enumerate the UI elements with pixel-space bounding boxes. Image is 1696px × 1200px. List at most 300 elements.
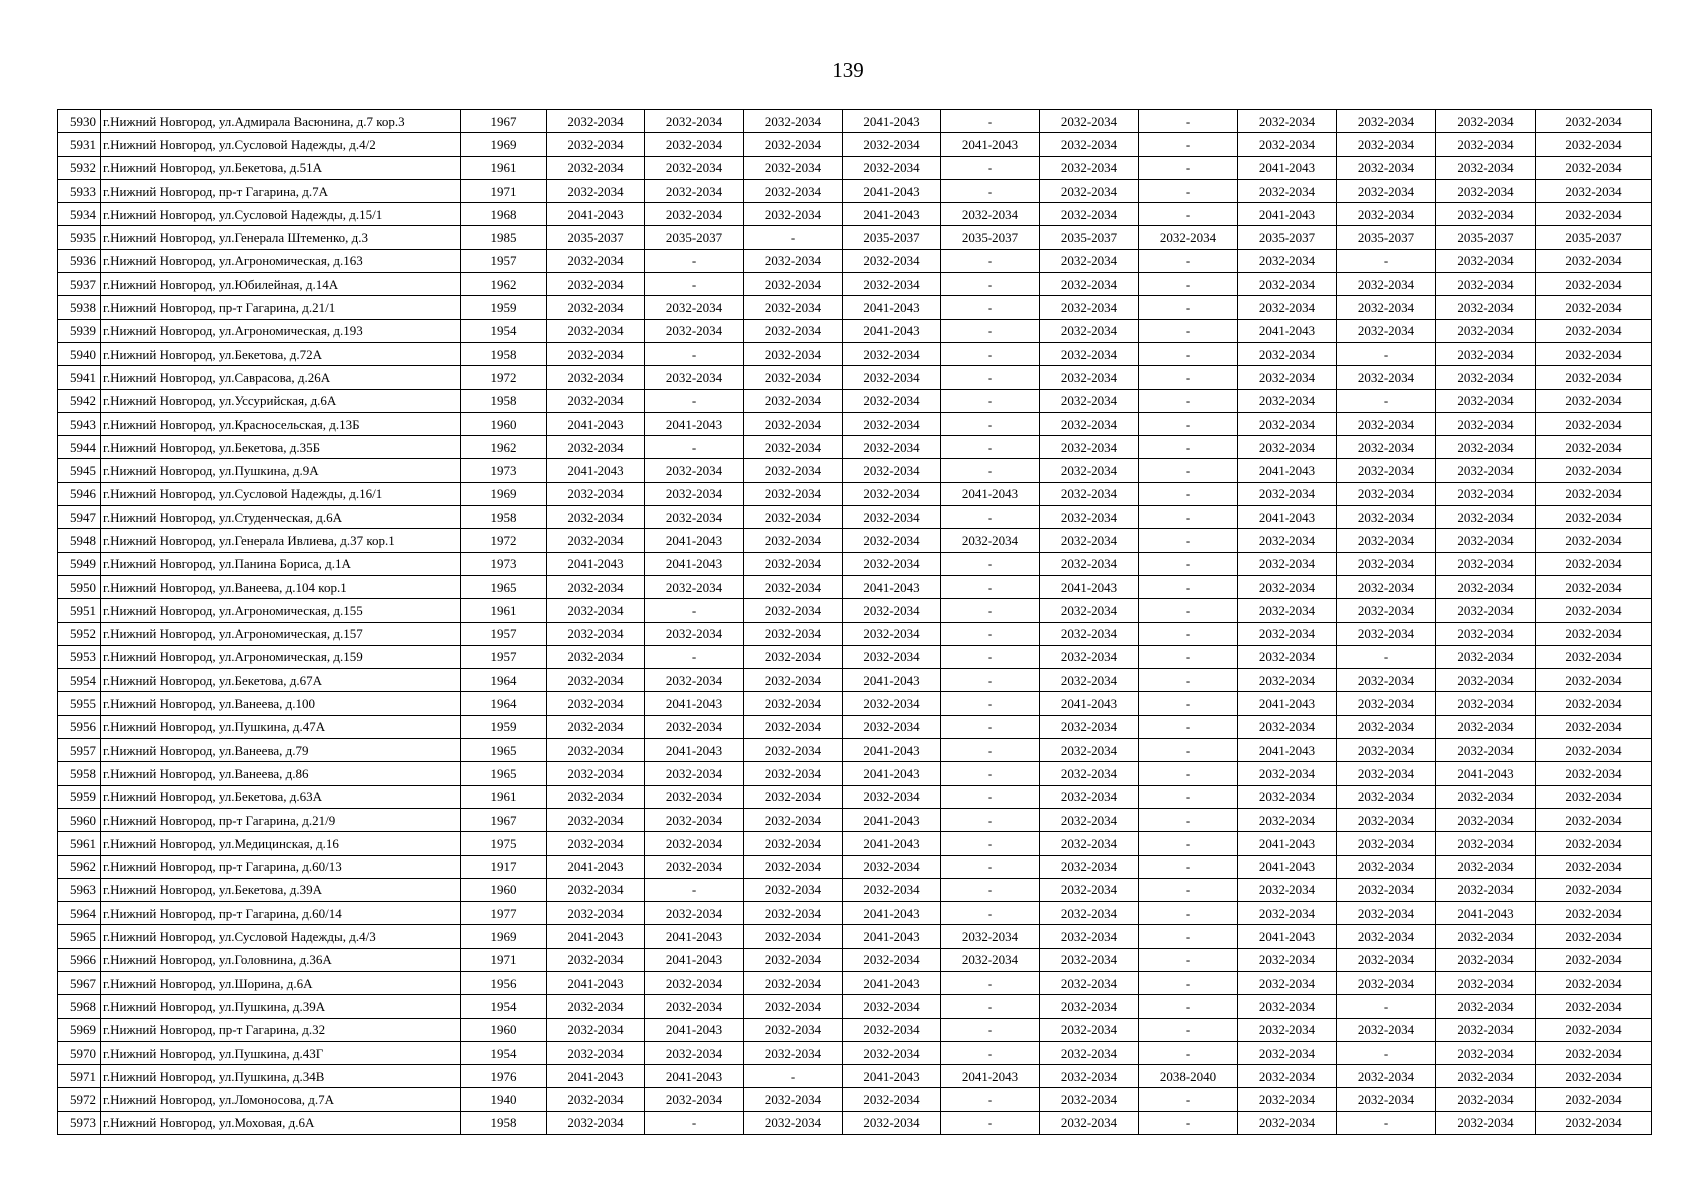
repair-period-cell: 2032-2034 bbox=[1238, 389, 1337, 412]
row-number-cell: 5968 bbox=[58, 995, 101, 1018]
table-row bbox=[58, 902, 1652, 925]
repair-period-cell: 2032-2034 bbox=[1536, 762, 1652, 785]
repair-period-cell: 2032-2034 bbox=[1436, 645, 1536, 668]
repair-period-cell: 2032-2034 bbox=[843, 156, 941, 179]
repair-period-cell: 2032-2034 bbox=[843, 133, 941, 156]
repair-period-cell: - bbox=[941, 436, 1040, 459]
repair-period-cell: 2032-2034 bbox=[1536, 739, 1652, 762]
repair-period-cell: 2032-2034 bbox=[744, 739, 843, 762]
repair-period-cell: 2032-2034 bbox=[1536, 1088, 1652, 1111]
repair-period-cell: 2032-2034 bbox=[1040, 878, 1139, 901]
row-number-cell: 5957 bbox=[58, 739, 101, 762]
repair-period-cell: 2041-2043 bbox=[843, 762, 941, 785]
address-cell: г.Нижний Новгород, ул.Головнина, д.36А bbox=[101, 948, 461, 971]
repair-period-cell: - bbox=[1139, 878, 1238, 901]
repair-period-cell: 2032-2034 bbox=[1536, 459, 1652, 482]
repair-period-cell: 2035-2037 bbox=[1436, 226, 1536, 249]
repair-period-cell: 2032-2034 bbox=[1337, 506, 1436, 529]
repair-period-cell: 2032-2034 bbox=[645, 575, 744, 598]
repair-period-cell: 2041-2043 bbox=[645, 412, 744, 435]
repair-period-cell: 2032-2034 bbox=[843, 552, 941, 575]
address-cell: г.Нижний Новгород, ул.Студенческая, д.6А bbox=[101, 506, 461, 529]
row-number-cell: 5937 bbox=[58, 273, 101, 296]
repair-period-cell: 2032-2034 bbox=[1337, 366, 1436, 389]
repair-period-cell: 2041-2043 bbox=[547, 971, 645, 994]
repair-period-cell: 2032-2034 bbox=[843, 506, 941, 529]
repair-period-cell: - bbox=[1139, 995, 1238, 1018]
repair-period-cell: 2032-2034 bbox=[744, 948, 843, 971]
repair-period-cell: 2032-2034 bbox=[1436, 436, 1536, 459]
repair-period-cell: - bbox=[645, 249, 744, 272]
repair-period-cell: - bbox=[1139, 110, 1238, 133]
row-number-cell: 5954 bbox=[58, 669, 101, 692]
repair-period-cell: 2035-2037 bbox=[1040, 226, 1139, 249]
repair-period-cell: - bbox=[941, 366, 1040, 389]
repair-period-cell: 2032-2034 bbox=[843, 599, 941, 622]
address-cell: г.Нижний Новгород, ул.Шорина, д.6А bbox=[101, 971, 461, 994]
year-built-cell: 1958 bbox=[461, 389, 547, 412]
repair-period-cell: 2041-2043 bbox=[645, 739, 744, 762]
repair-period-cell: 2032-2034 bbox=[1536, 110, 1652, 133]
table-row bbox=[58, 459, 1652, 482]
repair-period-cell: 2032-2034 bbox=[1238, 878, 1337, 901]
repair-period-cell: 2032-2034 bbox=[1040, 203, 1139, 226]
repair-period-cell: 2032-2034 bbox=[547, 1088, 645, 1111]
address-cell: г.Нижний Новгород, ул.Уссурийская, д.6А bbox=[101, 389, 461, 412]
repair-period-cell: 2032-2034 bbox=[547, 506, 645, 529]
repair-period-cell: 2032-2034 bbox=[1536, 599, 1652, 622]
repair-period-cell: - bbox=[1337, 645, 1436, 668]
row-number-cell: 5960 bbox=[58, 808, 101, 831]
repair-period-cell: 2032-2034 bbox=[1337, 971, 1436, 994]
repair-period-cell: 2032-2034 bbox=[1536, 482, 1652, 505]
repair-period-cell: 2032-2034 bbox=[645, 855, 744, 878]
table-row bbox=[58, 529, 1652, 552]
repair-period-cell: - bbox=[941, 739, 1040, 762]
repair-period-cell: 2032-2034 bbox=[1436, 715, 1536, 738]
repair-period-cell: 2032-2034 bbox=[1337, 156, 1436, 179]
repair-period-cell: 2041-2043 bbox=[645, 529, 744, 552]
repair-period-cell: 2032-2034 bbox=[1139, 226, 1238, 249]
year-built-cell: 1976 bbox=[461, 1065, 547, 1088]
row-number-cell: 5931 bbox=[58, 133, 101, 156]
row-number-cell: 5972 bbox=[58, 1088, 101, 1111]
repair-period-cell: 2032-2034 bbox=[1040, 902, 1139, 925]
repair-period-cell: 2032-2034 bbox=[1436, 995, 1536, 1018]
repair-period-cell: 2032-2034 bbox=[1040, 296, 1139, 319]
table-row bbox=[58, 575, 1652, 598]
repair-period-cell: - bbox=[1337, 249, 1436, 272]
repair-period-cell: 2032-2034 bbox=[1337, 599, 1436, 622]
address-cell: г.Нижний Новгород, ул.Агрономическая, д.163 bbox=[101, 249, 461, 272]
year-built-cell: 1965 bbox=[461, 739, 547, 762]
table-row bbox=[58, 226, 1652, 249]
repair-period-cell: 2032-2034 bbox=[645, 156, 744, 179]
repair-period-cell: 2032-2034 bbox=[547, 692, 645, 715]
repair-period-cell: 2032-2034 bbox=[645, 1088, 744, 1111]
repair-period-cell: 2032-2034 bbox=[1337, 273, 1436, 296]
repair-period-cell: 2032-2034 bbox=[744, 203, 843, 226]
repair-period-cell: - bbox=[1139, 762, 1238, 785]
table-row bbox=[58, 203, 1652, 226]
repair-period-cell: 2032-2034 bbox=[1337, 482, 1436, 505]
repair-period-cell: 2032-2034 bbox=[1536, 1041, 1652, 1064]
repair-period-cell: 2032-2034 bbox=[1436, 739, 1536, 762]
repair-period-cell: 2032-2034 bbox=[1536, 203, 1652, 226]
repair-period-cell: 2032-2034 bbox=[1536, 925, 1652, 948]
repair-period-cell: 2032-2034 bbox=[1436, 575, 1536, 598]
table-row bbox=[58, 412, 1652, 435]
repair-period-cell: 2032-2034 bbox=[1238, 971, 1337, 994]
table-row bbox=[58, 156, 1652, 179]
row-number-cell: 5971 bbox=[58, 1065, 101, 1088]
address-cell: г.Нижний Новгород, ул.Бекетова, д.72А bbox=[101, 342, 461, 365]
year-built-cell: 1960 bbox=[461, 1018, 547, 1041]
repair-period-cell: 2032-2034 bbox=[1436, 412, 1536, 435]
row-number-cell: 5959 bbox=[58, 785, 101, 808]
address-cell: г.Нижний Новгород, ул.Пушкина, д.34В bbox=[101, 1065, 461, 1088]
repair-period-cell: 2032-2034 bbox=[547, 762, 645, 785]
repair-period-cell: 2032-2034 bbox=[1238, 645, 1337, 668]
repair-period-cell: 2032-2034 bbox=[1436, 855, 1536, 878]
table-row bbox=[58, 762, 1652, 785]
repair-period-cell: 2032-2034 bbox=[1238, 110, 1337, 133]
repair-period-cell: 2032-2034 bbox=[1238, 1088, 1337, 1111]
repair-period-cell: 2032-2034 bbox=[645, 110, 744, 133]
address-cell: г.Нижний Новгород, ул.Сусловой Надежды, д.4/2 bbox=[101, 133, 461, 156]
repair-period-cell: 2041-2043 bbox=[547, 925, 645, 948]
row-number-cell: 5933 bbox=[58, 179, 101, 202]
repair-period-cell: 2032-2034 bbox=[1436, 506, 1536, 529]
repair-period-cell: 2035-2037 bbox=[1337, 226, 1436, 249]
repair-period-cell: 2041-2043 bbox=[843, 179, 941, 202]
repair-period-cell: 2032-2034 bbox=[1238, 762, 1337, 785]
repair-period-cell: - bbox=[941, 645, 1040, 668]
repair-period-cell: - bbox=[1139, 902, 1238, 925]
repair-period-cell: 2032-2034 bbox=[645, 785, 744, 808]
repair-period-cell: 2032-2034 bbox=[744, 808, 843, 831]
repair-period-cell: 2032-2034 bbox=[843, 878, 941, 901]
row-number-cell: 5961 bbox=[58, 832, 101, 855]
repair-period-cell: - bbox=[941, 273, 1040, 296]
repair-period-cell: - bbox=[941, 692, 1040, 715]
repair-period-cell: - bbox=[645, 599, 744, 622]
repair-period-cell: - bbox=[1337, 995, 1436, 1018]
row-number-cell: 5946 bbox=[58, 482, 101, 505]
table-row bbox=[58, 1111, 1652, 1134]
address-cell: г.Нижний Новгород, ул.Юбилейная, д.14А bbox=[101, 273, 461, 296]
repair-period-cell: 2032-2034 bbox=[547, 622, 645, 645]
repair-period-cell: 2032-2034 bbox=[1040, 855, 1139, 878]
repair-period-cell: 2032-2034 bbox=[1238, 1018, 1337, 1041]
repair-period-cell: 2032-2034 bbox=[1536, 1018, 1652, 1041]
table-row bbox=[58, 319, 1652, 342]
repair-period-cell: 2032-2034 bbox=[744, 459, 843, 482]
row-number-cell: 5970 bbox=[58, 1041, 101, 1064]
repair-period-cell: 2032-2034 bbox=[1436, 389, 1536, 412]
repair-period-cell: - bbox=[645, 389, 744, 412]
repair-period-cell: 2032-2034 bbox=[547, 179, 645, 202]
year-built-cell: 1969 bbox=[461, 925, 547, 948]
repair-period-cell: 2032-2034 bbox=[547, 995, 645, 1018]
repair-period-cell: 2032-2034 bbox=[744, 878, 843, 901]
repair-period-cell: 2032-2034 bbox=[1337, 529, 1436, 552]
page-number: 139 bbox=[832, 58, 864, 82]
table-row bbox=[58, 273, 1652, 296]
repair-period-cell: 2032-2034 bbox=[1337, 855, 1436, 878]
address-cell: г.Нижний Новгород, ул.Панина Бориса, д.1А bbox=[101, 552, 461, 575]
year-built-cell: 1972 bbox=[461, 529, 547, 552]
repair-period-cell: 2041-2043 bbox=[1040, 575, 1139, 598]
year-built-cell: 1964 bbox=[461, 669, 547, 692]
repair-period-cell: 2032-2034 bbox=[1040, 412, 1139, 435]
year-built-cell: 1973 bbox=[461, 459, 547, 482]
repair-period-cell: 2032-2034 bbox=[1238, 133, 1337, 156]
year-built-cell: 1954 bbox=[461, 319, 547, 342]
repair-period-cell: 2032-2034 bbox=[1040, 995, 1139, 1018]
repair-period-cell: 2041-2043 bbox=[645, 1065, 744, 1088]
repair-period-cell: 2032-2034 bbox=[1040, 482, 1139, 505]
repair-period-cell: 2041-2043 bbox=[1238, 506, 1337, 529]
repair-period-cell: 2032-2034 bbox=[1536, 575, 1652, 598]
repair-period-cell: 2032-2034 bbox=[1536, 878, 1652, 901]
repair-period-cell: 2032-2034 bbox=[744, 482, 843, 505]
table-row bbox=[58, 1018, 1652, 1041]
repair-period-cell: 2041-2043 bbox=[547, 459, 645, 482]
repair-period-cell: 2032-2034 bbox=[1337, 133, 1436, 156]
repair-period-cell: 2032-2034 bbox=[1337, 715, 1436, 738]
row-number-cell: 5953 bbox=[58, 645, 101, 668]
repair-period-cell: 2032-2034 bbox=[1436, 133, 1536, 156]
repair-period-cell: 2032-2034 bbox=[1436, 692, 1536, 715]
address-cell: г.Нижний Новгород, ул.Бекетова, д.63А bbox=[101, 785, 461, 808]
repair-period-cell: 2032-2034 bbox=[1337, 203, 1436, 226]
repair-period-cell: 2032-2034 bbox=[1238, 575, 1337, 598]
repair-period-cell: 2032-2034 bbox=[843, 1088, 941, 1111]
repair-period-cell: 2032-2034 bbox=[1436, 296, 1536, 319]
row-number-cell: 5958 bbox=[58, 762, 101, 785]
repair-period-cell: 2032-2034 bbox=[1238, 902, 1337, 925]
row-number-cell: 5948 bbox=[58, 529, 101, 552]
repair-period-cell: 2032-2034 bbox=[1536, 948, 1652, 971]
repair-period-cell: 2032-2034 bbox=[1337, 110, 1436, 133]
table-row bbox=[58, 296, 1652, 319]
repair-period-cell: 2035-2037 bbox=[645, 226, 744, 249]
repair-period-cell: 2041-2043 bbox=[1238, 925, 1337, 948]
repair-period-cell: 2032-2034 bbox=[1536, 179, 1652, 202]
table-row bbox=[58, 855, 1652, 878]
repair-period-cell: 2032-2034 bbox=[1536, 133, 1652, 156]
repair-period-cell: 2032-2034 bbox=[1436, 971, 1536, 994]
repair-period-cell: 2041-2043 bbox=[1238, 739, 1337, 762]
repair-period-cell: - bbox=[941, 808, 1040, 831]
repair-period-cell: 2032-2034 bbox=[645, 995, 744, 1018]
repair-period-cell: 2032-2034 bbox=[1238, 948, 1337, 971]
year-built-cell: 1958 bbox=[461, 342, 547, 365]
repair-period-cell: - bbox=[941, 1041, 1040, 1064]
year-built-cell: 1969 bbox=[461, 482, 547, 505]
address-cell: г.Нижний Новгород, ул.Бекетова, д.67А bbox=[101, 669, 461, 692]
repair-period-cell: 2032-2034 bbox=[1040, 762, 1139, 785]
table-row bbox=[58, 506, 1652, 529]
address-cell: г.Нижний Новгород, ул.Адмирала Васюнина, д.7 кор.3 bbox=[101, 110, 461, 133]
repair-period-cell: 2032-2034 bbox=[547, 948, 645, 971]
repair-period-cell: - bbox=[941, 296, 1040, 319]
repair-period-cell: - bbox=[1337, 389, 1436, 412]
table-row bbox=[58, 739, 1652, 762]
repair-period-cell: 2032-2034 bbox=[1040, 808, 1139, 831]
repair-period-cell: 2032-2034 bbox=[1337, 669, 1436, 692]
year-built-cell: 1958 bbox=[461, 1111, 547, 1134]
year-built-cell: 1961 bbox=[461, 156, 547, 179]
repair-period-cell: 2032-2034 bbox=[1436, 552, 1536, 575]
address-cell: г.Нижний Новгород, пр-т Гагарина, д.21/9 bbox=[101, 808, 461, 831]
repair-period-cell: 2032-2034 bbox=[1436, 832, 1536, 855]
repair-period-cell: 2032-2034 bbox=[1536, 785, 1652, 808]
repair-period-cell: - bbox=[645, 645, 744, 668]
repair-period-cell: 2032-2034 bbox=[1040, 1018, 1139, 1041]
repair-period-cell: 2041-2043 bbox=[547, 855, 645, 878]
repair-period-cell: - bbox=[941, 249, 1040, 272]
table-row bbox=[58, 925, 1652, 948]
repair-period-cell: 2032-2034 bbox=[1536, 971, 1652, 994]
repair-period-cell: - bbox=[941, 552, 1040, 575]
repair-period-cell: 2032-2034 bbox=[547, 296, 645, 319]
repair-period-cell: - bbox=[1337, 1111, 1436, 1134]
repair-period-cell: 2032-2034 bbox=[1238, 179, 1337, 202]
repair-period-cell: 2032-2034 bbox=[547, 273, 645, 296]
repair-period-cell: 2032-2034 bbox=[843, 1041, 941, 1064]
repair-period-cell: - bbox=[645, 1111, 744, 1134]
repair-period-cell: 2032-2034 bbox=[1536, 366, 1652, 389]
year-built-cell: 1971 bbox=[461, 948, 547, 971]
year-built-cell: 1954 bbox=[461, 995, 547, 1018]
repair-period-cell: 2032-2034 bbox=[744, 529, 843, 552]
repair-period-cell: 2032-2034 bbox=[744, 599, 843, 622]
repair-period-cell: - bbox=[1139, 1088, 1238, 1111]
repair-period-cell: 2032-2034 bbox=[1238, 436, 1337, 459]
address-cell: г.Нижний Новгород, ул.Сусловой Надежды, д.4/3 bbox=[101, 925, 461, 948]
repair-period-cell: 2032-2034 bbox=[645, 715, 744, 738]
repair-period-cell: 2032-2034 bbox=[843, 1111, 941, 1134]
repair-period-cell: 2032-2034 bbox=[1238, 1065, 1337, 1088]
repair-period-cell: 2032-2034 bbox=[1436, 1088, 1536, 1111]
address-cell: г.Нижний Новгород, пр-т Гагарина, д.21/1 bbox=[101, 296, 461, 319]
repair-period-cell: - bbox=[941, 389, 1040, 412]
year-built-cell: 1967 bbox=[461, 808, 547, 831]
repair-period-cell: 2032-2034 bbox=[547, 715, 645, 738]
repair-period-cell: 2032-2034 bbox=[1238, 296, 1337, 319]
repair-period-cell: - bbox=[1139, 529, 1238, 552]
repair-period-cell: - bbox=[1139, 552, 1238, 575]
address-cell: г.Нижний Новгород, ул.Ломоносова, д.7А bbox=[101, 1088, 461, 1111]
repair-period-cell: 2032-2034 bbox=[744, 669, 843, 692]
repair-period-cell: 2032-2034 bbox=[1238, 412, 1337, 435]
repair-period-cell: - bbox=[1139, 156, 1238, 179]
address-cell: г.Нижний Новгород, ул.Агрономическая, д.193 bbox=[101, 319, 461, 342]
row-number-cell: 5950 bbox=[58, 575, 101, 598]
repair-period-cell: 2032-2034 bbox=[843, 1018, 941, 1041]
repair-period-cell: - bbox=[1139, 273, 1238, 296]
year-built-cell: 1958 bbox=[461, 506, 547, 529]
row-number-cell: 5949 bbox=[58, 552, 101, 575]
year-built-cell: 1959 bbox=[461, 296, 547, 319]
repair-period-cell: - bbox=[1139, 1018, 1238, 1041]
repair-period-cell: - bbox=[1139, 506, 1238, 529]
repair-period-cell: 2032-2034 bbox=[547, 832, 645, 855]
repair-period-cell: - bbox=[1139, 808, 1238, 831]
repair-period-cell: 2032-2034 bbox=[547, 599, 645, 622]
repair-period-cell: 2041-2043 bbox=[645, 925, 744, 948]
repair-period-cell: 2041-2043 bbox=[843, 575, 941, 598]
repair-period-cell: 2032-2034 bbox=[1337, 925, 1436, 948]
repair-period-cell: 2032-2034 bbox=[547, 645, 645, 668]
repair-period-cell: 2032-2034 bbox=[1436, 249, 1536, 272]
repair-period-cell: 2032-2034 bbox=[1436, 1018, 1536, 1041]
repair-period-cell: 2032-2034 bbox=[1040, 948, 1139, 971]
repair-period-cell: 2032-2034 bbox=[1536, 832, 1652, 855]
repair-period-cell: - bbox=[941, 855, 1040, 878]
table-row bbox=[58, 110, 1652, 133]
repair-period-cell: 2041-2043 bbox=[843, 110, 941, 133]
repair-period-cell: 2041-2043 bbox=[843, 1065, 941, 1088]
repair-period-cell: 2032-2034 bbox=[645, 762, 744, 785]
table-row bbox=[58, 482, 1652, 505]
table-row bbox=[58, 249, 1652, 272]
repair-period-cell: 2032-2034 bbox=[1337, 1018, 1436, 1041]
repair-period-cell: 2032-2034 bbox=[1238, 1041, 1337, 1064]
repair-period-cell: 2032-2034 bbox=[1536, 529, 1652, 552]
table-row bbox=[58, 1041, 1652, 1064]
repair-period-cell: - bbox=[1139, 203, 1238, 226]
repair-period-cell: - bbox=[744, 226, 843, 249]
repair-period-cell: 2041-2043 bbox=[547, 552, 645, 575]
repair-period-cell: 2032-2034 bbox=[843, 948, 941, 971]
repair-period-cell: 2032-2034 bbox=[843, 412, 941, 435]
repair-period-cell: 2032-2034 bbox=[744, 622, 843, 645]
year-built-cell: 1957 bbox=[461, 645, 547, 668]
repair-period-cell: 2032-2034 bbox=[1337, 575, 1436, 598]
repair-period-cell: - bbox=[1139, 692, 1238, 715]
address-cell: г.Нижний Новгород, ул.Агрономическая, д.157 bbox=[101, 622, 461, 645]
repair-period-cell: - bbox=[941, 762, 1040, 785]
repair-period-cell: - bbox=[1139, 575, 1238, 598]
repair-period-cell: 2032-2034 bbox=[1337, 412, 1436, 435]
repair-period-cell: 2032-2034 bbox=[843, 855, 941, 878]
table-row bbox=[58, 342, 1652, 365]
repair-period-cell: 2032-2034 bbox=[1040, 645, 1139, 668]
repair-period-cell: 2041-2043 bbox=[843, 808, 941, 831]
repair-period-cell: 2041-2043 bbox=[1238, 459, 1337, 482]
repair-period-cell: 2032-2034 bbox=[1536, 552, 1652, 575]
repair-period-cell: 2032-2034 bbox=[547, 319, 645, 342]
year-built-cell: 1960 bbox=[461, 878, 547, 901]
repair-period-cell: 2032-2034 bbox=[1337, 459, 1436, 482]
address-cell: г.Нижний Новгород, ул.Пушкина, д.43Г bbox=[101, 1041, 461, 1064]
repair-period-cell: 2032-2034 bbox=[1238, 995, 1337, 1018]
repair-period-cell: 2032-2034 bbox=[645, 506, 744, 529]
repair-period-cell: 2032-2034 bbox=[1238, 785, 1337, 808]
repair-period-cell: 2032-2034 bbox=[1436, 459, 1536, 482]
address-cell: г.Нижний Новгород, ул.Моховая, д.6А bbox=[101, 1111, 461, 1134]
repair-period-cell: 2032-2034 bbox=[1337, 902, 1436, 925]
repair-period-cell: 2032-2034 bbox=[744, 436, 843, 459]
repair-period-cell: - bbox=[941, 179, 1040, 202]
repair-period-cell: 2032-2034 bbox=[1040, 715, 1139, 738]
repair-period-cell: 2032-2034 bbox=[744, 249, 843, 272]
row-number-cell: 5951 bbox=[58, 599, 101, 622]
repair-period-cell: 2032-2034 bbox=[1436, 366, 1536, 389]
